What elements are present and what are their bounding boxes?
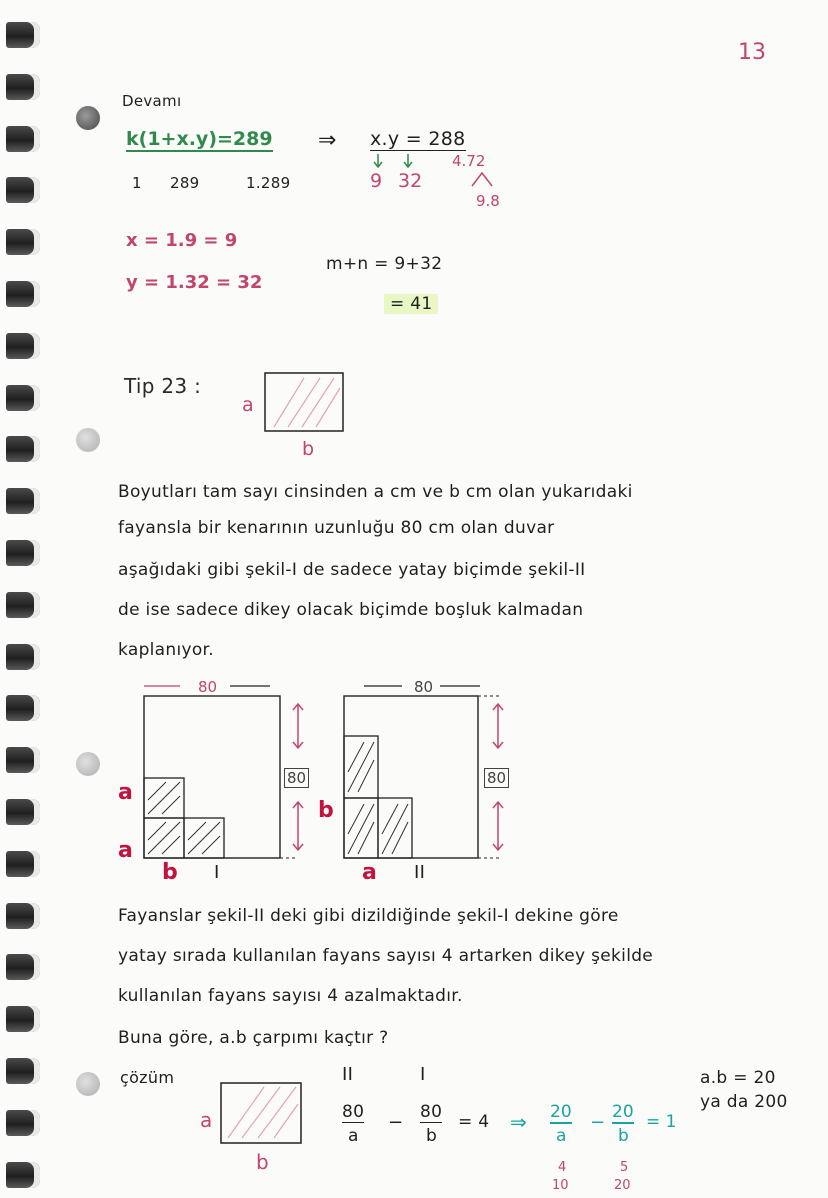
spiral-ring [6, 177, 40, 203]
frac3-denominator: a [556, 1126, 567, 1146]
spiral-ring [6, 74, 40, 100]
solution-tile-diagram [220, 1082, 304, 1146]
problem-line-2: fayansla bir kenarının uzunluğu 80 cm olan duvar [118, 518, 555, 538]
fig1-bottom-b: b [162, 860, 178, 885]
factor-1-289: 1.289 [246, 174, 291, 192]
minus-sign: − [388, 1112, 404, 1133]
frac1-denominator: a [348, 1126, 359, 1146]
fig1-top-80: 80 [198, 678, 218, 696]
solution-roman-ii: II [342, 1064, 354, 1085]
spiral-ring [6, 851, 40, 877]
b-value-20: 20 [614, 1178, 631, 1193]
spiral-ring [6, 954, 40, 980]
spiral-ring [6, 1110, 40, 1136]
implies-arrow: ⇒ [318, 128, 337, 153]
spiral-ring [6, 799, 40, 825]
a-value-4: 4 [558, 1160, 567, 1175]
frac1-numerator: 80 [342, 1102, 365, 1122]
tip-label: Tip 23 : [124, 374, 202, 398]
punch-hole [76, 106, 100, 130]
figure-2-diagram [330, 676, 510, 868]
fig1-right-arrows [288, 700, 308, 860]
problem-line-1: Boyutları tam sayı cinsinden a cm ve b cm olan yukarıdaki [118, 482, 633, 502]
b-value-5: 5 [620, 1160, 629, 1175]
spiral-ring [6, 385, 40, 411]
tip-side-a: a [242, 394, 254, 416]
fig2-roman: II [414, 862, 426, 883]
problem-line-4: de ise sadece dikey olacak biçimde boşluk kalmadan [118, 600, 584, 620]
solution-side-a: a [200, 1108, 213, 1132]
factor-tree-lines [468, 170, 498, 188]
sum-line: m+n = 9+32 [326, 254, 443, 274]
factor-1: 1 [132, 174, 142, 192]
fig2-right-arrows [488, 700, 508, 860]
spiral-ring [6, 1006, 40, 1032]
answer-line-1: a.b = 20 [700, 1068, 776, 1088]
solution-roman-i: I [420, 1064, 426, 1085]
tip-side-b: b [302, 438, 315, 460]
question-line-2: yatay sırada kullanılan fayans sayısı 4 artarken dikey şekilde [118, 946, 654, 966]
punch-hole [76, 1072, 100, 1096]
factor-289: 289 [170, 174, 200, 192]
spiral-ring [6, 281, 40, 307]
spiral-ring [6, 903, 40, 929]
x-line: x = 1.9 = 9 [126, 230, 238, 251]
xy-arrows [372, 152, 432, 172]
fig2-top-80: 80 [414, 678, 434, 696]
spiral-ring [6, 333, 40, 359]
sum-result: = 41 [384, 294, 438, 314]
continued-label: Devamı [122, 92, 182, 110]
tile-diagram [264, 372, 346, 434]
spiral-ring [6, 488, 40, 514]
factor-9-8: 9.8 [476, 192, 500, 210]
spiral-ring [6, 1058, 40, 1084]
question-line-1: Fayanslar şekil-II deki gibi dizildiğinde şekil-I dekine göre [118, 906, 619, 926]
fig1-right-80: 80 [284, 768, 309, 788]
fig2-side-b: b [318, 798, 334, 823]
fig1-roman: I [214, 862, 220, 883]
a-value-10: 10 [552, 1178, 569, 1193]
spiral-ring [6, 695, 40, 721]
punch-hole [76, 752, 100, 776]
frac4-numerator: 20 [612, 1102, 634, 1122]
spiral-binding [6, 22, 42, 1198]
spiral-ring [6, 747, 40, 773]
spiral-ring [6, 644, 40, 670]
frac4-denominator: b [618, 1126, 629, 1146]
equals-4: = 4 [458, 1112, 490, 1132]
fig1-side-a-lower: a [118, 838, 133, 863]
problem-line-3: aşağıdaki gibi şekil-I de sadece yatay biçimde şekil-II [118, 560, 586, 580]
figure-1-diagram [130, 676, 300, 868]
punch-hole [76, 428, 100, 452]
frac3-numerator: 20 [550, 1102, 572, 1122]
spiral-ring [6, 126, 40, 152]
equation-main: k(1+x.y)=289 [126, 128, 273, 150]
x-value: 9 [370, 170, 383, 192]
spiral-ring [6, 540, 40, 566]
equals-1: = 1 [646, 1112, 677, 1132]
y-value: 32 [398, 170, 423, 192]
factor-4-72: 4.72 [452, 152, 486, 170]
frac2-numerator: 80 [420, 1102, 443, 1122]
fig2-bottom-a: a [362, 860, 377, 885]
minus-sign-2: − [590, 1112, 606, 1133]
spiral-ring [6, 592, 40, 618]
question-line-3: kullanılan fayans sayısı 4 azalmaktadır. [118, 986, 463, 1006]
page-number: 13 [738, 40, 766, 65]
problem-line-5: kaplanıyor. [118, 640, 214, 660]
frac2-denominator: b [426, 1126, 438, 1146]
spiral-ring [6, 1162, 40, 1188]
question-line-4: Buna göre, a.b çarpımı kaçtır ? [118, 1028, 389, 1048]
spiral-ring [6, 436, 40, 462]
solution-arrow: ⇒ [510, 1110, 527, 1134]
fig2-right-80: 80 [484, 768, 509, 788]
solution-label: çözüm [120, 1068, 175, 1087]
solution-side-b: b [256, 1150, 269, 1174]
fig1-side-a-upper: a [118, 780, 133, 805]
y-line: y = 1.32 = 32 [126, 272, 263, 293]
spiral-ring [6, 229, 40, 255]
equation-xy: x.y = 288 [370, 128, 466, 150]
spiral-ring [6, 22, 40, 48]
answer-line-2: ya da 200 [700, 1092, 788, 1112]
